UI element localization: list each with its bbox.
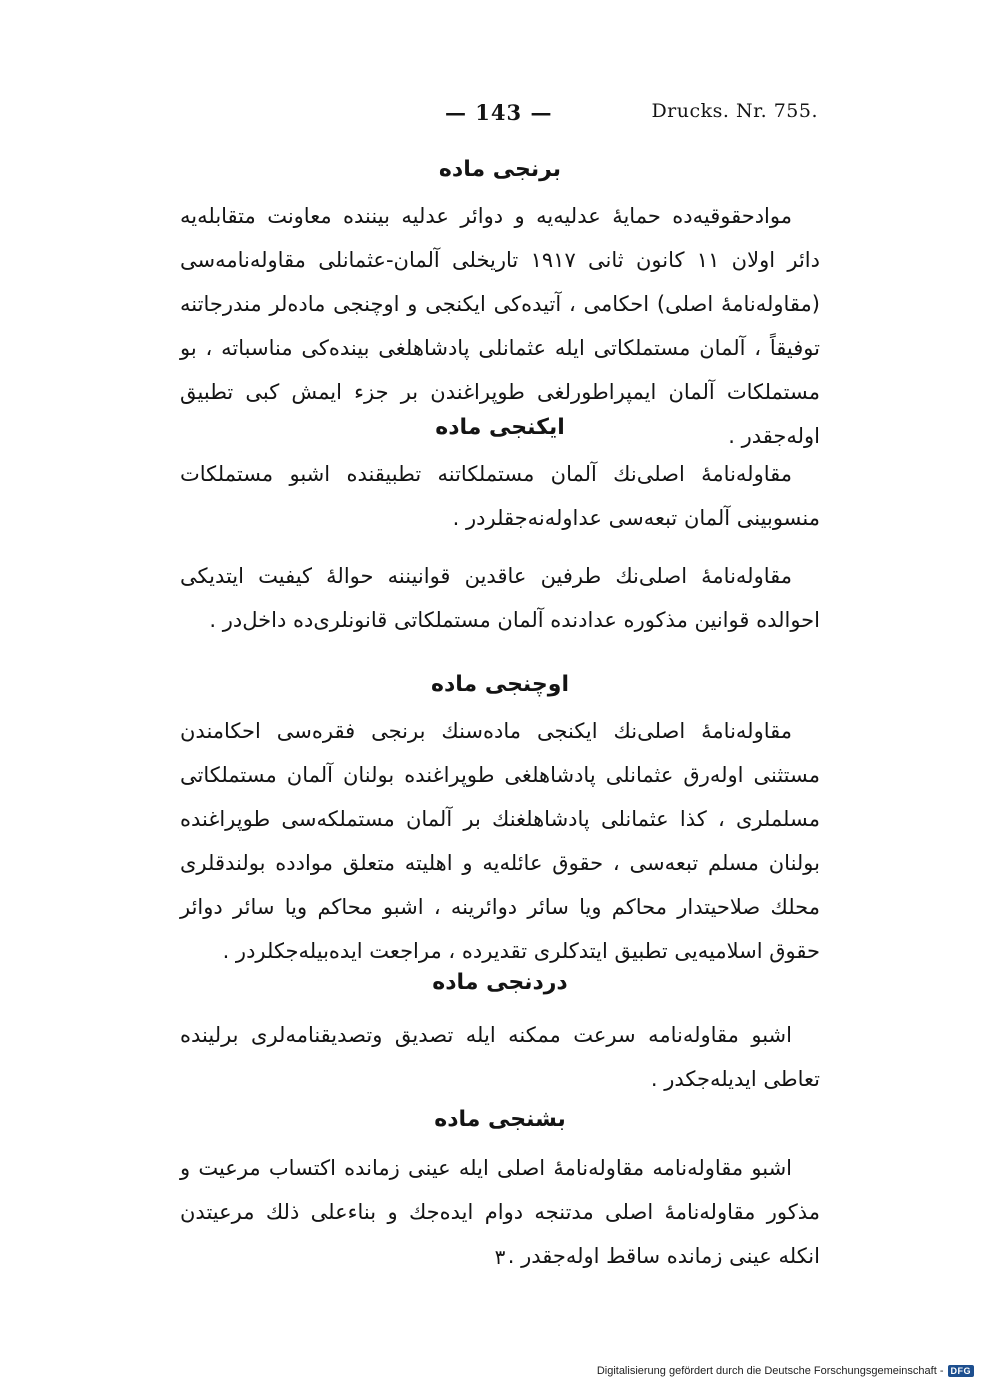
article-title: اوچنجی ماده: [431, 672, 569, 697]
document-reference: Drucks. Nr. 755.: [651, 100, 818, 122]
article-title: بشنجی ماده: [434, 1107, 566, 1132]
article-title: ایکنجی ماده: [435, 415, 565, 440]
article-paragraph: مقاوله‌نامهٔ اصلی‌نك آلمان مستملکاتنه تطبیقنده اشبو مستملکات منسوبینی آلمان تبعه‌سی عداوله‌نه‌جقلردر .: [180, 462, 820, 530]
article-paragraph: اشبو مقاوله‌نامه سرعت ممکنه ایله تصدیق وتصدیقنامه‌لری برلینده تعاطی ایدیله‌جکدر .: [180, 1023, 820, 1091]
digitization-footer: [597, 1365, 974, 1377]
digitization-credit: Digitalisierung gefördert durch die Deutsche Forschungsgemeinschaft -: [596, 1365, 944, 1377]
article-paragraph: اشبو مقاوله‌نامه مقاوله‌نامهٔ اصلی ایله عینی زمانده اکتساب مرعیت و مذکور مقاوله‌نامهٔ اصلی مدتنجه دوام ایده‌جك و بناءعلی ذلك مرعیتدن انکله عینی زمانده ساقط اوله‌جقدر .: [180, 1156, 820, 1268]
article-title: دردنجی ماده: [432, 970, 568, 995]
article-title: برنجی ماده: [438, 157, 562, 182]
article-paragraph: مقاوله‌نامهٔ اصلی‌نك ایکنجی ماده‌سنك برنجی فقره‌سی احکامندن مستثنی اوله‌رق عثمانلی پادشاهلغی طوپراغنده بولنان آلمان مستملکاتی مسلملری ، کذا عثمانلی پادشاهلغنك بر آلمان مستملکه‌سی طوپراغنده بولنان مسلم تبعه‌سی ، حقوق عائله‌یه و اهلیته متعلق موادده بولندقلری محلك صلاحیتدار محاکم ویا سائر دوائرینه ، اشبو محاکم ویا سائر دوائر حقوق اسلامیه‌یی تطبیق ایتدکلری تقدیرده ، مراجعت ایده‌بیله‌جکلردر .: [180, 719, 820, 963]
article-4: [180, 963, 820, 1101]
article-3: [180, 665, 820, 973]
page-header: [0, 100, 1000, 134]
article-paragraph: مقاوله‌نامهٔ اصلی‌نك طرفین عاقدین قوانیننه حوالهٔ کیفیت ایتدیکی احوالده قوانین مذکوره عدادنده آلمان مستملکاتی قانونلری‌ده داخل‌در .: [180, 564, 820, 632]
article-paragraph: موادحقوقیه‌ده حمایهٔ عدلیه‌یه و دوائر عدلیه بیننده معاونت متقابله‌یه دائر اولان ۱۱ کانون ثانی ۱۹۱۷ تاریخلی آلمان-عثمانلی مقاوله‌نامه‌سی (مقاوله‌نامهٔ اصلی) احکامی ، آتیده‌کی ایکنجی و اوچنجی ماده‌لر مندرجاتنه توفیقاً ، آلمان مستملکاتی ایله عثمانلی پادشاهلغی بینده‌کی مناسباته ، بو مستملکات آلمان ایمپراطورلغی طوپراغندن بر جزء ایمش کبی تطبیق اوله‌جقدر .: [180, 204, 820, 448]
article-2: [180, 408, 820, 642]
dfg-logo-icon: DFG: [948, 1365, 975, 1377]
page-number: — 143 —: [445, 100, 553, 125]
sheet-number: ۳: [494, 1245, 506, 1269]
